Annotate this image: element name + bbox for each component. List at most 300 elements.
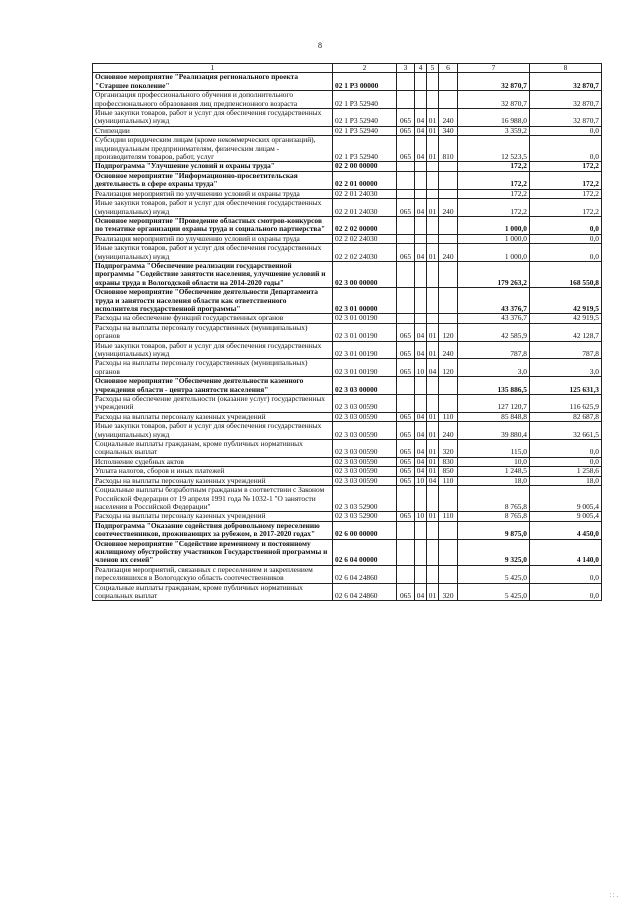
row-section-cell [415, 234, 427, 243]
row-subsection-cell: 01 [427, 583, 439, 601]
row-name-cell: Иные закупки товаров, работ и услуг для обеспечения государственных (муниципальных) нужд [93, 422, 333, 440]
row-target-code-cell: 02 3 00 00000 [333, 261, 397, 287]
row-amount-2-cell: 0,0 [530, 565, 602, 583]
row-subsection-cell [427, 486, 439, 512]
row-section-cell [415, 521, 427, 539]
table-row [93, 136, 602, 162]
row-expense-type-cell [439, 314, 458, 323]
row-amount-2-cell: 82 687,8 [530, 412, 602, 421]
row-amount-1-cell: 12 523,5 [458, 136, 530, 162]
row-amount-1-cell: 32 870,7 [458, 91, 530, 109]
table-row [93, 412, 602, 421]
row-name-cell: Основное мероприятие "Обеспечение деятельности казенного учреждения области - центра занятости населения" [93, 377, 333, 395]
row-name-cell: Стипендии [93, 126, 333, 135]
table-row [93, 476, 602, 485]
row-target-code-cell: 02 3 01 00190 [333, 359, 397, 377]
row-target-code-cell: 02 3 01 00190 [333, 323, 397, 341]
row-subsection-cell: 01 [427, 244, 439, 262]
row-name-cell: Основное мероприятие "Проведение областных смотров-конкурсов по тематике организации охраны труда и социального партнерства" [93, 216, 333, 234]
table-row [93, 261, 602, 287]
row-expense-type-cell: 810 [439, 136, 458, 162]
row-amount-2-cell: 0,0 [530, 136, 602, 162]
row-subsection-cell [427, 314, 439, 323]
row-section-cell: 04 [415, 109, 427, 127]
row-name-cell: Расходы на выплаты персоналу государственных (муниципальных) органов [93, 323, 333, 341]
row-amount-1-cell: 9 325,0 [458, 539, 530, 565]
row-amount-2-cell: 32 870,7 [530, 109, 602, 127]
row-amount-1-cell: 16 988,0 [458, 109, 530, 127]
row-target-code-cell: 02 2 02 24030 [333, 244, 397, 262]
row-subsection-cell [427, 91, 439, 109]
row-section-cell: 04 [415, 412, 427, 421]
row-expense-type-cell: 110 [439, 412, 458, 421]
row-section-cell [415, 261, 427, 287]
row-amount-2-cell: 125 631,3 [530, 377, 602, 395]
row-expense-type-cell [439, 162, 458, 171]
table-row [93, 126, 602, 135]
header-cell: 5 [427, 64, 439, 73]
row-admin-code-cell [397, 539, 415, 565]
row-section-cell [415, 171, 427, 189]
row-amount-2-cell: 4 450,0 [530, 521, 602, 539]
row-amount-2-cell: 4 140,0 [530, 539, 602, 565]
row-expense-type-cell: 240 [439, 109, 458, 127]
table-row [93, 91, 602, 109]
row-section-cell [415, 162, 427, 171]
row-expense-type-cell: 240 [439, 199, 458, 217]
row-amount-1-cell: 3,0 [458, 359, 530, 377]
row-amount-1-cell: 127 120,7 [458, 395, 530, 413]
row-amount-1-cell: 39 880,4 [458, 422, 530, 440]
row-target-code-cell: 02 3 03 00590 [333, 440, 397, 458]
row-admin-code-cell [397, 486, 415, 512]
row-expense-type-cell: 120 [439, 323, 458, 341]
row-expense-type-cell: 240 [439, 341, 458, 359]
row-admin-code-cell: 065 [397, 359, 415, 377]
row-expense-type-cell [439, 261, 458, 287]
table-row [93, 199, 602, 217]
row-target-code-cell: 02 2 01 24030 [333, 199, 397, 217]
row-admin-code-cell [397, 162, 415, 171]
table-row [93, 216, 602, 234]
row-name-cell: Исполнение судебных актов [93, 457, 333, 466]
row-target-code-cell: 02 2 01 00000 [333, 171, 397, 189]
row-name-cell: Расходы на выплаты персоналу казенных учреждений [93, 476, 333, 485]
table-row [93, 359, 602, 377]
row-amount-2-cell: 42 128,7 [530, 323, 602, 341]
row-name-cell: Основное мероприятие "Содействие временному и постоянному жилищному обустройству участников Государственной программы и членов их семей" [93, 539, 333, 565]
row-name-cell: Социальные выплаты безработным гражданам в соответствии с Законом Российской Федерации от 19 апреля 1991 года № 1032-1 "О занятости населения в Российской Федерации" [93, 486, 333, 512]
row-section-cell: 10 [415, 512, 427, 521]
row-expense-type-cell: 830 [439, 457, 458, 466]
row-subsection-cell: 01 [427, 422, 439, 440]
row-name-cell: Реализация мероприятий по улучшению условий и охраны труда [93, 189, 333, 198]
row-section-cell: 04 [415, 136, 427, 162]
row-amount-2-cell: 116 625,9 [530, 395, 602, 413]
row-amount-1-cell: 5 425,0 [458, 583, 530, 601]
table-row [93, 162, 602, 171]
table-row [93, 583, 602, 601]
row-name-cell: Основное мероприятие "Информационно-просветительская деятельность в сфере охраны труда" [93, 171, 333, 189]
row-admin-code-cell [397, 91, 415, 109]
row-expense-type-cell: 120 [439, 359, 458, 377]
table-header-row [93, 64, 602, 73]
row-amount-1-cell: 172,2 [458, 171, 530, 189]
row-section-cell [415, 73, 427, 91]
row-subsection-cell [427, 521, 439, 539]
row-amount-2-cell: 42 919,5 [530, 314, 602, 323]
row-target-code-cell: 02 1 P3 52940 [333, 136, 397, 162]
row-target-code-cell: 02 3 03 00590 [333, 395, 397, 413]
row-section-cell: 04 [415, 457, 427, 466]
row-subsection-cell [427, 171, 439, 189]
table-row [93, 288, 602, 314]
row-amount-2-cell: 0,0 [530, 583, 602, 601]
row-expense-type-cell [439, 73, 458, 91]
row-expense-type-cell [439, 189, 458, 198]
row-amount-1-cell: 5 425,0 [458, 565, 530, 583]
row-target-code-cell: 02 3 01 00190 [333, 341, 397, 359]
row-subsection-cell: 04 [427, 476, 439, 485]
row-amount-2-cell: 168 550,8 [530, 261, 602, 287]
table-row [93, 521, 602, 539]
row-amount-2-cell: 1 258,6 [530, 467, 602, 476]
row-amount-1-cell: 1 000,0 [458, 244, 530, 262]
row-name-cell: Иные закупки товаров, работ и услуг для обеспечения государственных (муниципальных) нужд [93, 341, 333, 359]
row-amount-1-cell: 787,8 [458, 341, 530, 359]
table-row [93, 341, 602, 359]
row-subsection-cell [427, 288, 439, 314]
row-amount-2-cell: 0,0 [530, 440, 602, 458]
row-name-cell: Расходы на обеспечение функций государственных органов [93, 314, 333, 323]
row-target-code-cell: 02 2 02 24030 [333, 234, 397, 243]
row-admin-code-cell: 065 [397, 323, 415, 341]
row-subsection-cell: 01 [427, 136, 439, 162]
row-section-cell [415, 189, 427, 198]
row-expense-type-cell: 110 [439, 512, 458, 521]
row-amount-1-cell: 3 359,2 [458, 126, 530, 135]
row-subsection-cell: 04 [427, 359, 439, 377]
row-admin-code-cell [397, 216, 415, 234]
row-target-code-cell: 02 2 02 00000 [333, 216, 397, 234]
row-subsection-cell [427, 261, 439, 287]
row-expense-type-cell [439, 171, 458, 189]
row-admin-code-cell: 065 [397, 109, 415, 127]
row-target-code-cell: 02 1 P3 52940 [333, 109, 397, 127]
row-amount-1-cell: 135 886,5 [458, 377, 530, 395]
table-row [93, 422, 602, 440]
row-section-cell: 10 [415, 476, 427, 485]
row-section-cell: 04 [415, 199, 427, 217]
row-name-cell: Расходы на выплаты персоналу казенных учреждений [93, 412, 333, 421]
row-admin-code-cell: 065 [397, 136, 415, 162]
row-name-cell: Подпрограмма "Улучшение условий и охраны труда" [93, 162, 333, 171]
row-amount-2-cell: 0,0 [530, 457, 602, 466]
row-expense-type-cell: 320 [439, 583, 458, 601]
row-name-cell: Иные закупки товаров, работ и услуг для обеспечения государственных (муниципальных) нужд [93, 244, 333, 262]
row-admin-code-cell: 065 [397, 244, 415, 262]
row-subsection-cell [427, 234, 439, 243]
row-subsection-cell: 01 [427, 126, 439, 135]
row-admin-code-cell [397, 189, 415, 198]
row-section-cell [415, 486, 427, 512]
row-subsection-cell [427, 73, 439, 91]
header-cell: 7 [458, 64, 530, 73]
row-section-cell: 04 [415, 467, 427, 476]
row-name-cell: Реализация мероприятий по улучшению условий и охраны труда [93, 234, 333, 243]
row-subsection-cell [427, 216, 439, 234]
row-target-code-cell: 02 1 P3 52940 [333, 126, 397, 135]
table-row [93, 395, 602, 413]
row-amount-1-cell: 1 000,0 [458, 234, 530, 243]
row-subsection-cell: 01 [427, 467, 439, 476]
row-target-code-cell: 02 1 P3 52940 [333, 91, 397, 109]
row-subsection-cell: 01 [427, 440, 439, 458]
page-number: 8 [318, 41, 322, 50]
header-cell: 4 [415, 64, 427, 73]
row-expense-type-cell [439, 539, 458, 565]
row-amount-1-cell: 18,0 [458, 476, 530, 485]
row-expense-type-cell: 850 [439, 467, 458, 476]
row-amount-2-cell: 32 870,7 [530, 73, 602, 91]
row-amount-1-cell: 1 000,0 [458, 216, 530, 234]
row-admin-code-cell [397, 171, 415, 189]
row-admin-code-cell: 065 [397, 412, 415, 421]
row-admin-code-cell [397, 521, 415, 539]
row-amount-1-cell: 32 870,7 [458, 73, 530, 91]
row-target-code-cell: 02 3 03 00590 [333, 457, 397, 466]
row-subsection-cell [427, 565, 439, 583]
row-expense-type-cell [439, 565, 458, 583]
header-cell: 1 [93, 64, 333, 73]
row-section-cell [415, 288, 427, 314]
row-name-cell: Реализация мероприятий, связанных с переселением и закреплением переселившихся в Вологодскую область соотечественников [93, 565, 333, 583]
row-amount-2-cell: 18,0 [530, 476, 602, 485]
row-expense-type-cell [439, 377, 458, 395]
row-name-cell: Расходы на обеспечение деятельности (оказание услуг) государственных учреждений [93, 395, 333, 413]
table-row [93, 377, 602, 395]
row-name-cell: Уплата налогов, сборов и иных платежей [93, 467, 333, 476]
row-target-code-cell: 02 3 01 00190 [333, 314, 397, 323]
row-target-code-cell: 02 3 03 52900 [333, 486, 397, 512]
table-row [93, 440, 602, 458]
table-row [93, 234, 602, 243]
row-admin-code-cell [397, 377, 415, 395]
row-subsection-cell: 01 [427, 199, 439, 217]
row-admin-code-cell: 065 [397, 422, 415, 440]
row-admin-code-cell: 065 [397, 457, 415, 466]
row-amount-1-cell: 43 376,7 [458, 288, 530, 314]
row-admin-code-cell: 065 [397, 512, 415, 521]
row-name-cell: Расходы на выплаты персоналу казенных учреждений [93, 512, 333, 521]
row-amount-1-cell: 9 875,0 [458, 521, 530, 539]
row-section-cell [415, 216, 427, 234]
budget-table [92, 63, 602, 601]
row-amount-1-cell: 8 765,8 [458, 512, 530, 521]
row-subsection-cell: 01 [427, 457, 439, 466]
row-section-cell: 04 [415, 583, 427, 601]
row-subsection-cell [427, 539, 439, 565]
row-admin-code-cell [397, 565, 415, 583]
row-subsection-cell: 01 [427, 512, 439, 521]
row-amount-2-cell: 172,2 [530, 199, 602, 217]
row-target-code-cell: 02 3 03 52900 [333, 512, 397, 521]
table-row [93, 171, 602, 189]
row-expense-type-cell [439, 486, 458, 512]
row-name-cell: Основное мероприятие "Обеспечение деятельности Департамента труда и занятости населения области как ответственного исполнителя государственной программы" [93, 288, 333, 314]
row-section-cell: 04 [415, 323, 427, 341]
row-target-code-cell: 02 6 04 24860 [333, 583, 397, 601]
row-expense-type-cell: 110 [439, 476, 458, 485]
row-expense-type-cell [439, 91, 458, 109]
row-admin-code-cell: 065 [397, 126, 415, 135]
row-admin-code-cell: 065 [397, 440, 415, 458]
row-admin-code-cell [397, 73, 415, 91]
row-expense-type-cell [439, 521, 458, 539]
row-target-code-cell: 02 3 03 00590 [333, 412, 397, 421]
row-name-cell: Социальные выплаты гражданам, кроме публичных нормативных социальных выплат [93, 440, 333, 458]
row-amount-2-cell: 32 870,7 [530, 91, 602, 109]
row-section-cell: 04 [415, 244, 427, 262]
row-amount-2-cell: 9 005,4 [530, 486, 602, 512]
row-amount-1-cell: 172,2 [458, 162, 530, 171]
row-amount-1-cell: 10,0 [458, 457, 530, 466]
row-target-code-cell: 02 3 03 00590 [333, 422, 397, 440]
row-amount-1-cell: 1 248,5 [458, 467, 530, 476]
row-amount-2-cell: 787,8 [530, 341, 602, 359]
row-target-code-cell: 02 6 00 00000 [333, 521, 397, 539]
row-name-cell: Субсидии юридическим лицам (кроме некоммерческих организаций), индивидуальным предпринимателям, физическим лицам - производителям товаров, работ, услуг [93, 136, 333, 162]
row-name-cell: Подпрограмма "Обеспечение реализации государственной программы "Содействие занятости населения, улучшение условий и охраны труда в Вологодской области на 2014-2020 годы" [93, 261, 333, 287]
row-section-cell [415, 91, 427, 109]
row-target-code-cell: 02 2 01 24030 [333, 189, 397, 198]
row-section-cell: 04 [415, 126, 427, 135]
table-row [93, 512, 602, 521]
row-amount-2-cell: 172,2 [530, 162, 602, 171]
row-name-cell: Социальные выплаты гражданам, кроме публичных нормативных социальных выплат [93, 583, 333, 601]
row-admin-code-cell [397, 288, 415, 314]
header-cell: 2 [333, 64, 397, 73]
row-amount-2-cell: 9 005,4 [530, 512, 602, 521]
table-row [93, 73, 602, 91]
row-amount-1-cell: 85 848,8 [458, 412, 530, 421]
row-target-code-cell: 02 1 P3 00000 [333, 73, 397, 91]
row-name-cell: Расходы на выплаты персоналу государственных (муниципальных) органов [93, 359, 333, 377]
row-admin-code-cell: 065 [397, 341, 415, 359]
row-section-cell [415, 565, 427, 583]
row-admin-code-cell [397, 395, 415, 413]
row-subsection-cell: 01 [427, 341, 439, 359]
table-row [93, 467, 602, 476]
row-amount-1-cell: 8 765,8 [458, 486, 530, 512]
table-row [93, 486, 602, 512]
row-expense-type-cell [439, 395, 458, 413]
row-expense-type-cell [439, 288, 458, 314]
row-amount-2-cell: 42 919,5 [530, 288, 602, 314]
row-admin-code-cell: 065 [397, 476, 415, 485]
row-expense-type-cell [439, 216, 458, 234]
row-section-cell: 04 [415, 422, 427, 440]
row-section-cell: 04 [415, 341, 427, 359]
row-expense-type-cell: 240 [439, 422, 458, 440]
row-amount-2-cell: 172,2 [530, 189, 602, 198]
row-expense-type-cell [439, 234, 458, 243]
row-subsection-cell [427, 377, 439, 395]
row-amount-1-cell: 42 585,9 [458, 323, 530, 341]
row-subsection-cell: 01 [427, 109, 439, 127]
row-amount-2-cell: 32 661,5 [530, 422, 602, 440]
header-cell: 8 [530, 64, 602, 73]
row-admin-code-cell [397, 261, 415, 287]
row-section-cell [415, 539, 427, 565]
row-admin-code-cell: 065 [397, 583, 415, 601]
row-target-code-cell: 02 3 03 00590 [333, 476, 397, 485]
row-amount-1-cell: 172,2 [458, 199, 530, 217]
row-amount-2-cell: 0,0 [530, 244, 602, 262]
row-section-cell [415, 395, 427, 413]
table-row [93, 189, 602, 198]
row-target-code-cell: 02 3 03 00000 [333, 377, 397, 395]
row-section-cell: 10 [415, 359, 427, 377]
row-name-cell: Основное мероприятие "Реализация регионального проекта "Старшее поколение" [93, 73, 333, 91]
table-row [93, 565, 602, 583]
row-target-code-cell: 02 3 03 00590 [333, 467, 397, 476]
row-subsection-cell [427, 162, 439, 171]
row-admin-code-cell: 065 [397, 467, 415, 476]
edge-mark: : : . [609, 893, 618, 899]
row-target-code-cell: 02 2 00 00000 [333, 162, 397, 171]
row-amount-1-cell: 179 263,2 [458, 261, 530, 287]
row-admin-code-cell [397, 234, 415, 243]
row-subsection-cell [427, 189, 439, 198]
row-section-cell [415, 314, 427, 323]
row-subsection-cell: 01 [427, 323, 439, 341]
row-expense-type-cell: 240 [439, 244, 458, 262]
table-row [93, 109, 602, 127]
row-expense-type-cell: 340 [439, 126, 458, 135]
row-amount-1-cell: 115,0 [458, 440, 530, 458]
row-section-cell: 04 [415, 440, 427, 458]
row-name-cell: Иные закупки товаров, работ и услуг для обеспечения государственных (муниципальных) нужд [93, 199, 333, 217]
header-cell: 6 [439, 64, 458, 73]
row-subsection-cell [427, 395, 439, 413]
row-admin-code-cell [397, 314, 415, 323]
table-row [93, 457, 602, 466]
row-section-cell [415, 377, 427, 395]
row-amount-1-cell: 43 376,7 [458, 314, 530, 323]
row-amount-2-cell: 0,0 [530, 126, 602, 135]
row-target-code-cell: 02 6 04 00000 [333, 539, 397, 565]
row-name-cell: Подпрограмма "Оказание содействия добровольному переселению соотечественников, проживающих за рубежом, в 2017-2020 годах" [93, 521, 333, 539]
row-expense-type-cell: 320 [439, 440, 458, 458]
row-amount-2-cell: 0,0 [530, 234, 602, 243]
row-name-cell: Иные закупки товаров, работ и услуг для обеспечения государственных (муниципальных) нужд [93, 109, 333, 127]
row-amount-1-cell: 172,2 [458, 189, 530, 198]
row-amount-2-cell: 3,0 [530, 359, 602, 377]
table-row [93, 244, 602, 262]
header-cell: 3 [397, 64, 415, 73]
table-row [93, 539, 602, 565]
row-amount-2-cell: 0,0 [530, 216, 602, 234]
row-target-code-cell: 02 6 04 24860 [333, 565, 397, 583]
row-name-cell: Организация профессионального обучения и дополнительного профессионального образования лиц предпенсионного возраста [93, 91, 333, 109]
table-row [93, 314, 602, 323]
table-row [93, 323, 602, 341]
row-amount-2-cell: 172,2 [530, 171, 602, 189]
row-subsection-cell: 01 [427, 412, 439, 421]
row-admin-code-cell: 065 [397, 199, 415, 217]
row-target-code-cell: 02 3 01 00000 [333, 288, 397, 314]
